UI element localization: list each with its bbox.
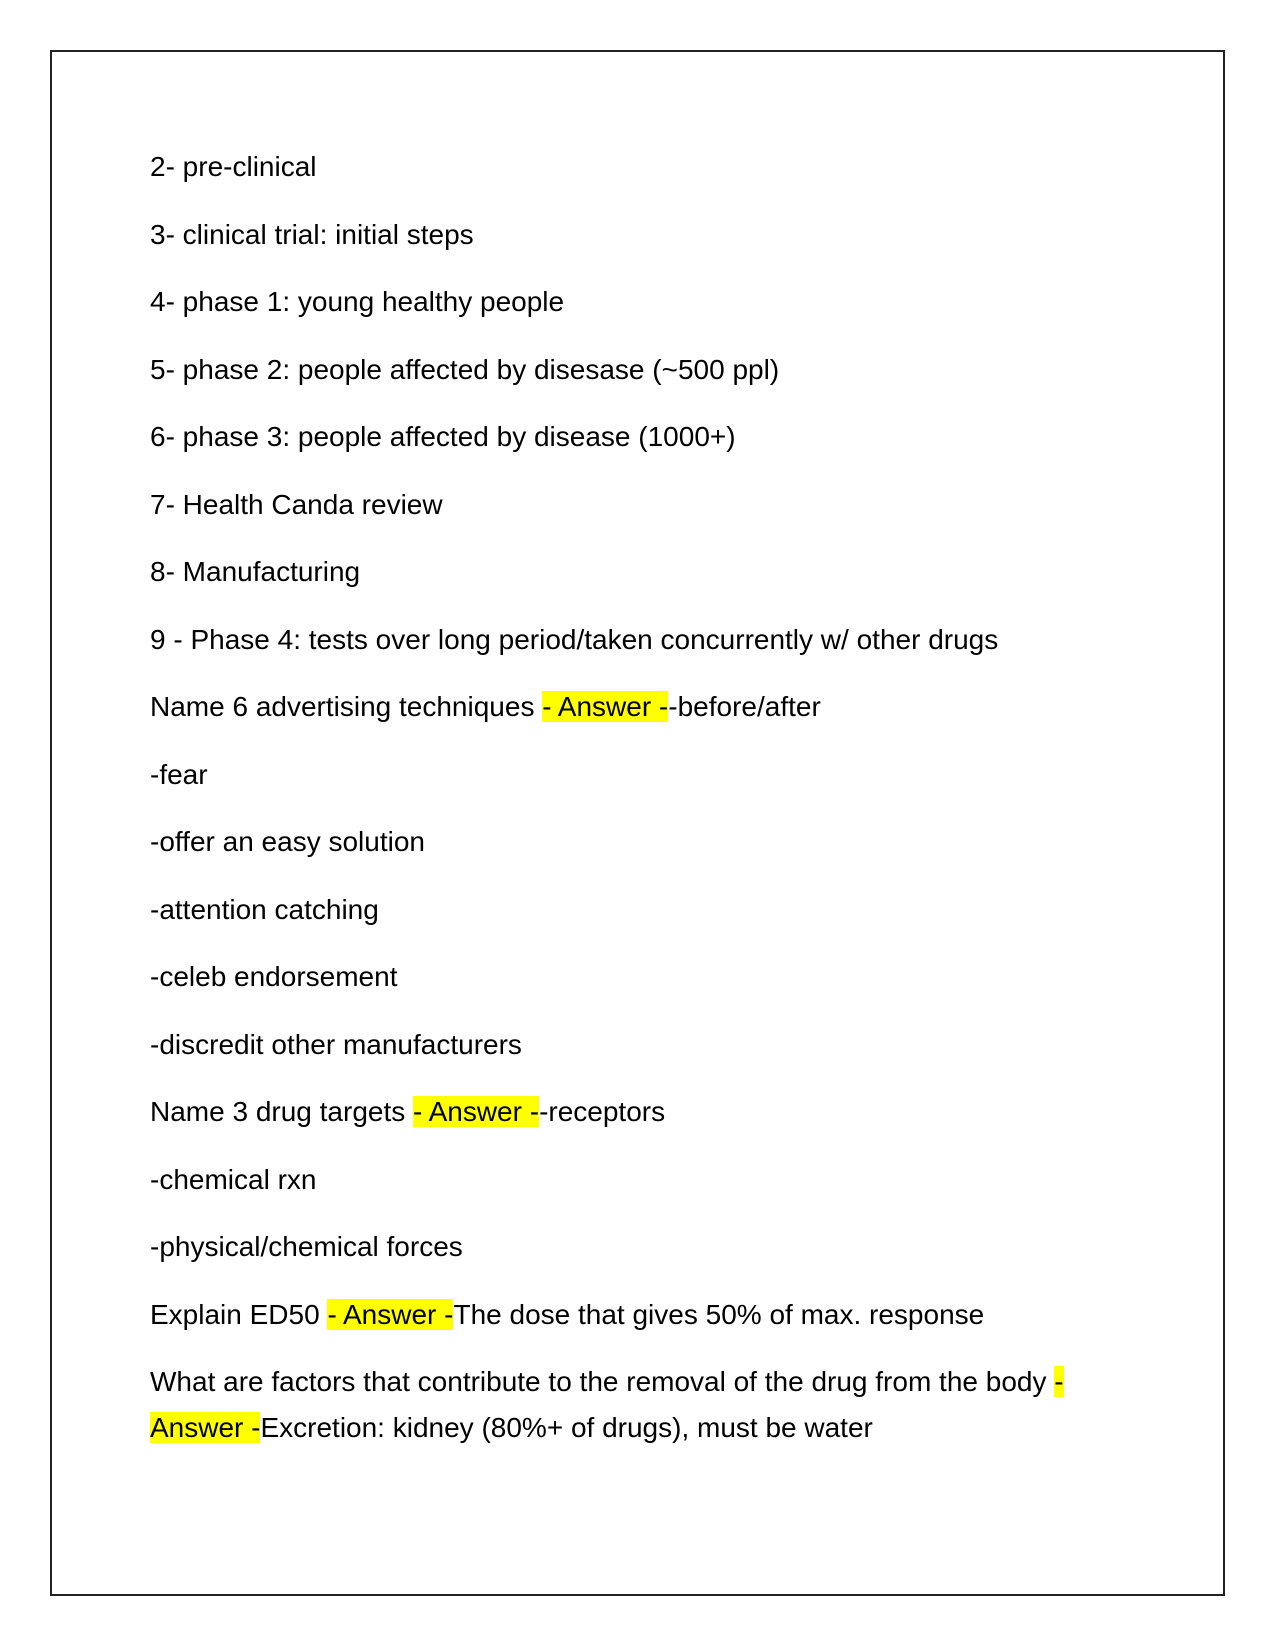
answer-highlight: - Answer -: [150, 1366, 1064, 1443]
text-line: -chemical rxn: [150, 1163, 317, 1195]
answer-text: Excretion: kidney (80%+ of drugs), must be water: [260, 1412, 873, 1443]
answer-highlight: - Answer -: [542, 691, 669, 722]
text-line: -offer an easy solution: [150, 826, 425, 857]
text-line: -celeb endorsement: [150, 961, 398, 992]
answer-highlight: - Answer -: [413, 1096, 540, 1127]
question-text: Name 6 advertising techniques: [150, 691, 543, 722]
text-line: -attention catching: [150, 893, 379, 925]
question-text: What are factors that contribute to the removal of the drug from the body: [150, 1366, 1055, 1397]
text-line: 8- Manufacturing: [150, 556, 361, 587]
text-line: -discredit other manufacturers: [150, 1028, 522, 1060]
answer-highlight: - Answer -: [327, 1298, 454, 1330]
question-line: [150, 1359, 1110, 1451]
text-line: 6- phase 3: people affected by disease (1000+): [150, 421, 736, 452]
question-line: [150, 684, 1110, 730]
answer-text: -receptors: [539, 1096, 666, 1127]
question-text: Explain ED50: [150, 1298, 328, 1330]
text-line: 7- Health Canda review: [150, 488, 443, 520]
answer-text: -before/after: [668, 691, 821, 722]
text-line: 2- pre-clinical: [150, 151, 317, 182]
question-line: [150, 1089, 1110, 1135]
text-line: 4- phase 1: young healthy people: [150, 286, 565, 317]
question-line: [150, 1292, 1110, 1338]
text-line: 3- clinical trial: initial steps: [150, 218, 474, 250]
text-line: -fear: [150, 758, 208, 790]
answer-text: The dose that gives 50% of max. response: [453, 1298, 985, 1330]
question-text: Name 3 drug targets: [150, 1096, 414, 1127]
text-line: -physical/chemical forces: [150, 1231, 463, 1262]
text-line: 9 - Phase 4: tests over long period/taken concurrently w/ other drugs: [150, 623, 999, 655]
text-line: 5- phase 2: people affected by disesase (~500 ppl): [150, 353, 780, 385]
document-body: [150, 144, 1110, 1473]
